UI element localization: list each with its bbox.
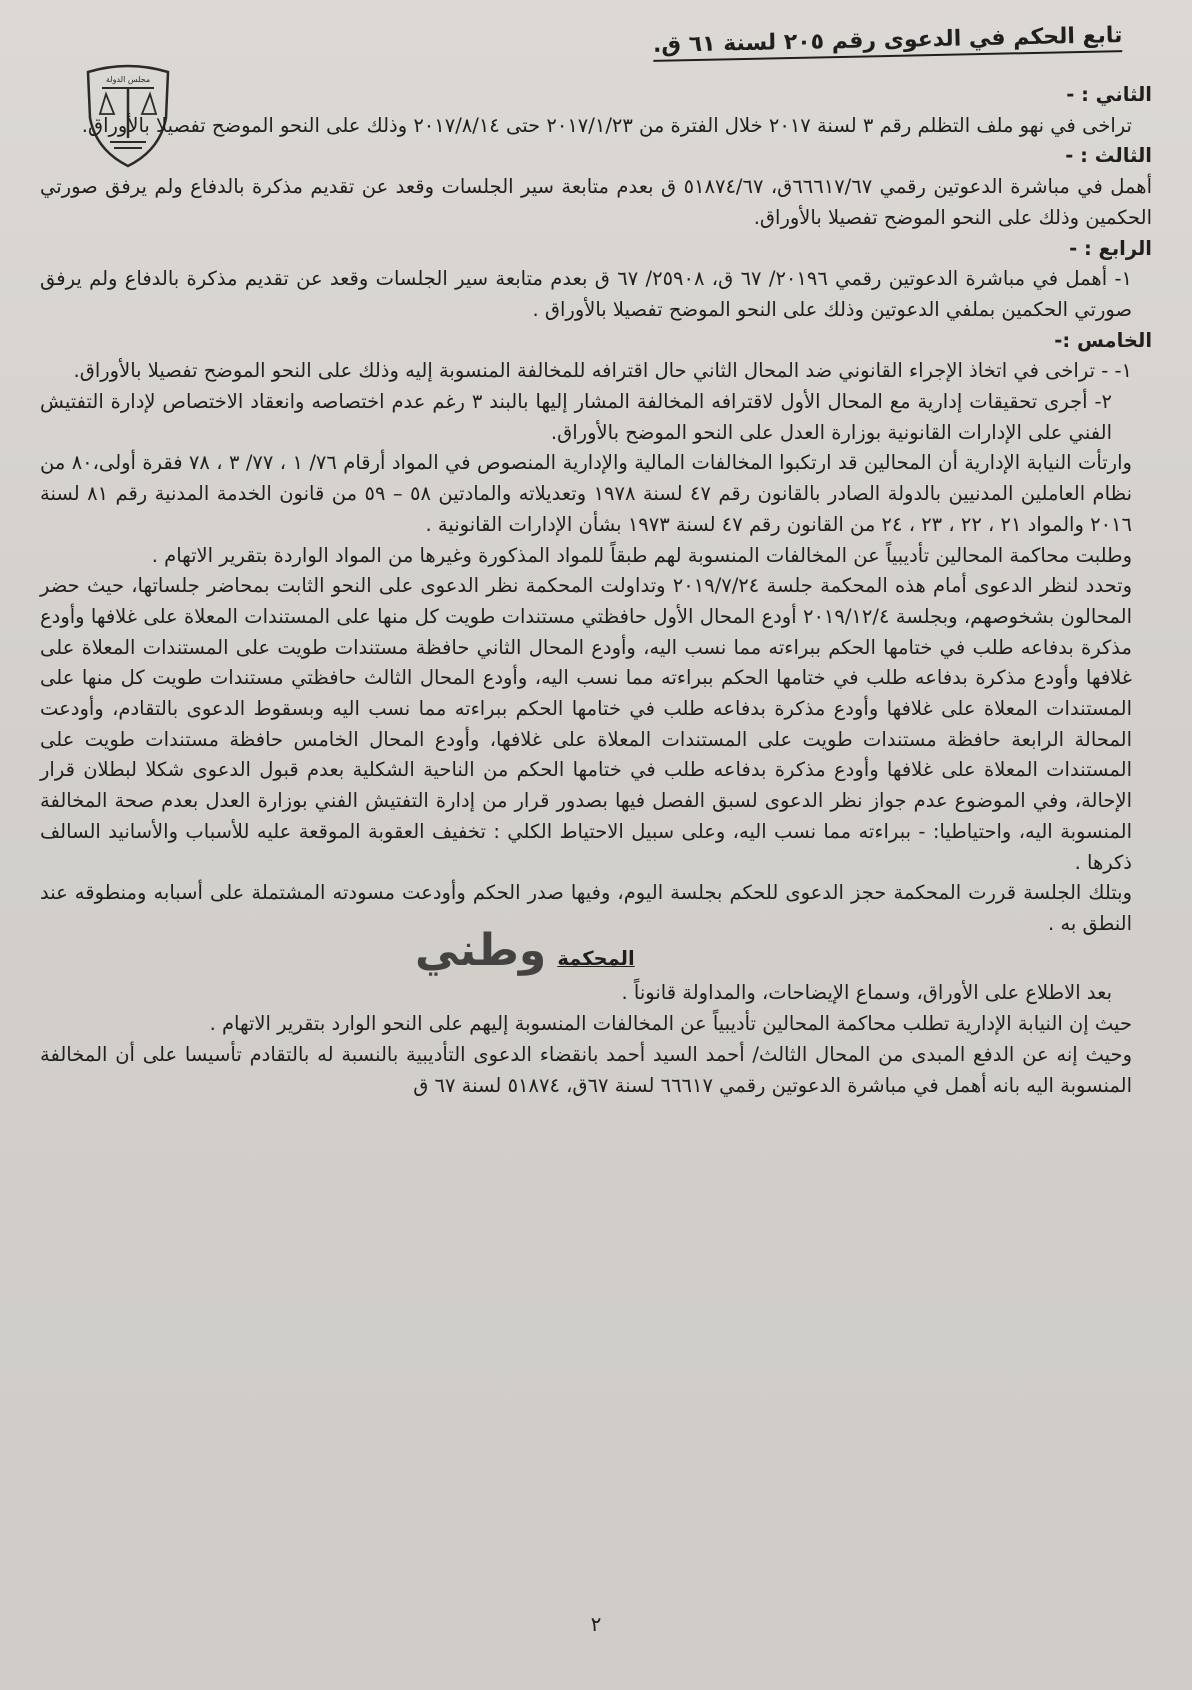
page-number: ٢ — [590, 1612, 602, 1636]
paragraph: أهمل في مباشرة الدعوتين رقمي ٦٦٦١٧/٦٧ق، ٥١٨٧٤/٦٧ ق بعدم متابعة سير الجلسات وقعد عن تقديم مذكرة بالدفاع ولم يرفق صورتي الحكمين وذلك على النحو الموضح تفصيلا بالأوراق. — [40, 175, 1152, 229]
paragraph: بعد الاطلاع على الأوراق، وسماع الإيضاحات، والمداولة قانوناً . — [621, 981, 1112, 1005]
watermark-logo: وطني — [415, 925, 547, 976]
court-section-title: المحكمة — [557, 946, 635, 970]
section-label-third: الثالث : - — [1065, 144, 1152, 168]
paragraph: ١- أهمل في مباشرة الدعوتين رقمي ٢٠١٩٦/ ٦٧ ق، ٢٥٩٠٨/ ٦٧ ق بعدم متابعة سير الجلسات وقعد عن تقديم مذكرة بالدفاع ولم يرفق صورتي الحكمين بملفي الدعوتين وذلك على النحو الموضح تفصيلا بالأوراق . — [40, 267, 1132, 321]
paragraph: ١- - تراخى في اتخاذ الإجراء القانوني ضد المحال الثاني حال اقترافه للمخالفة المنسوبة إليه وذلك على النحو الموضح تفصيلا بالأوراق. — [73, 359, 1132, 383]
paragraph: تراخى في نهو ملف التظلم رقم ٣ لسنة ٢٠١٧ خلال الفترة من ٢٠١٧/١/٢٣ حتى ٢٠١٧/٨/١٤ وذلك على النحو الموضح تفصيلا بالأوراق. — [81, 113, 1132, 137]
paragraph: وبتلك الجلسة قررت المحكمة حجز الدعوى للحكم بجلسة اليوم، وفيها صدر الحكم وأودعت مسودته المشتملة على أسبابه ومنطوقه عند النطق به . — [40, 881, 1132, 935]
paragraph: وتحدد لنظر الدعوى أمام هذه المحكمة جلسة ٢٠١٩/٧/٢٤ وتداولت المحكمة نظر الدعوى على النحو الثابت بمحاضر جلساتها، حيث حضر المحالون بشخوصهم، وبجلسة ٢٠١٩/١٢/٤ أودع المحال الأول حافظتي مستندات طويت كل منها على المستندات المعلاة على غلافها وأودع مذكرة بدفاعه طلب في ختامها الحكم ببراءته مما نسب اليه، وأودع المحال الثاني حافظة مستندات طويت على المستندات المعلاة على غلافها وأودع مذكرة بدفاعه طلب في ختامها الحكم ببراءته مما نسب اليه، وأودع المحال الثالث حافظتي مستندات طويت كل منها على المستندات المعلاة على غلافها وأودع مذكرة بدفاعه طلب في ختامها الحكم ببراءته مما نسب اليه وبسقوط الدعوى بالتقادم، وأودعت المحالة الرابعة حافظة مستندات طويت على المستندات المعلاة على غلافها، وأودع المحال الخامس حافظة مستندات طويت على المستندات المعلاة على غلافها وأودع مذكرة بدفاعه طلب في ختامها الحكم من الناحية الشكلية بعدم قبول الدعوى شكلا لبطلان قرار الإحالة، وفي الموضوع عدم جواز نظر الدعوى لسبق الفصل فيها بصدور قرار من إدارة التفتيش الفني بوزارة العدل بعدم صحة المخالفة المنسوبة اليه، واحتياطيا: - ببراءته مما نسب اليه، وعلى سبيل الاحتياط الكلي : تخفيف العقوبة الموقعة عليه للأسباب والأسانيد السالف ذكرها . — [40, 574, 1133, 874]
section-label-fourth: الرابع : - — [1069, 236, 1152, 260]
logo-text: مجلس الدولة — [105, 75, 151, 84]
paragraph: وارتأت النيابة الإدارية أن المحالين قد ارتكبوا المخالفات المالية والإدارية المنصوص في المواد أرقام ٧٦/ ١ ، ٧٧/ ٣ ، ٧٨ فقرة أولى،٨٠ من نظام العاملين المدنيين بالدولة الصادر بالقانون رقم ٤٧ لسنة ١٩٧٨ وتعديلاته والمادتين ٥٨ – ٥٩ من قانون الخدمة المدنية رقم ٨١ لسنة ٢٠١٦ والمواد ٢١ ، ٢٢ ، ٢٣ ، ٢٤ من القانون رقم ٤٧ لسنة ١٩٧٣ بشأن الإدارات القانونية . — [40, 451, 1132, 536]
section-label-fifth: الخامس :- — [1054, 328, 1152, 352]
paragraph: ٢- أجرى تحقيقات إدارية مع المحال الأول لاقترافه المخالفة المشار إليها بالبند ٣ رغم عدم اختصاصه وانعقاد الاختصاص لإدارة التفتيش الفني على الإدارات القانونية بوزارة العدل على النحو الموضح بالأوراق. — [40, 390, 1112, 444]
section-label-second: الثاني : - — [1066, 83, 1152, 106]
paragraph: حيث إن النيابة الإدارية تطلب محاكمة المحالين تأديبياً عن المخالفات المنسوبة إليهم على النحو الوارد بتقرير الاتهام . — [209, 1012, 1132, 1036]
page-header: تابع الحكم في الدعوى رقم ٢٠٥ لسنة ٦١ ق. — [652, 23, 1122, 62]
paragraph: وطلبت محاكمة المحالين تأديبياً عن المخالفات المنسوبة لهم طبقاً للمواد المذكورة وغيرها من المواد الواردة بتقرير الاتهام . — [151, 543, 1132, 567]
document-body — [40, 80, 1152, 1101]
paragraph: وحيث إنه عن الدفع المبدى من المحال الثالث/ أحمد السيد أحمد بانقضاء الدعوى التأديبية بالنسبة له بالتقادم تأسيسا على أن المخالفة المنسوبة اليه بانه أهمل في مباشرة الدعوتين رقمي ٦٦٦١٧ لسنة ٦٧ق، ٥١٨٧٤ لسنة ٦٧ ق — [40, 1042, 1132, 1097]
